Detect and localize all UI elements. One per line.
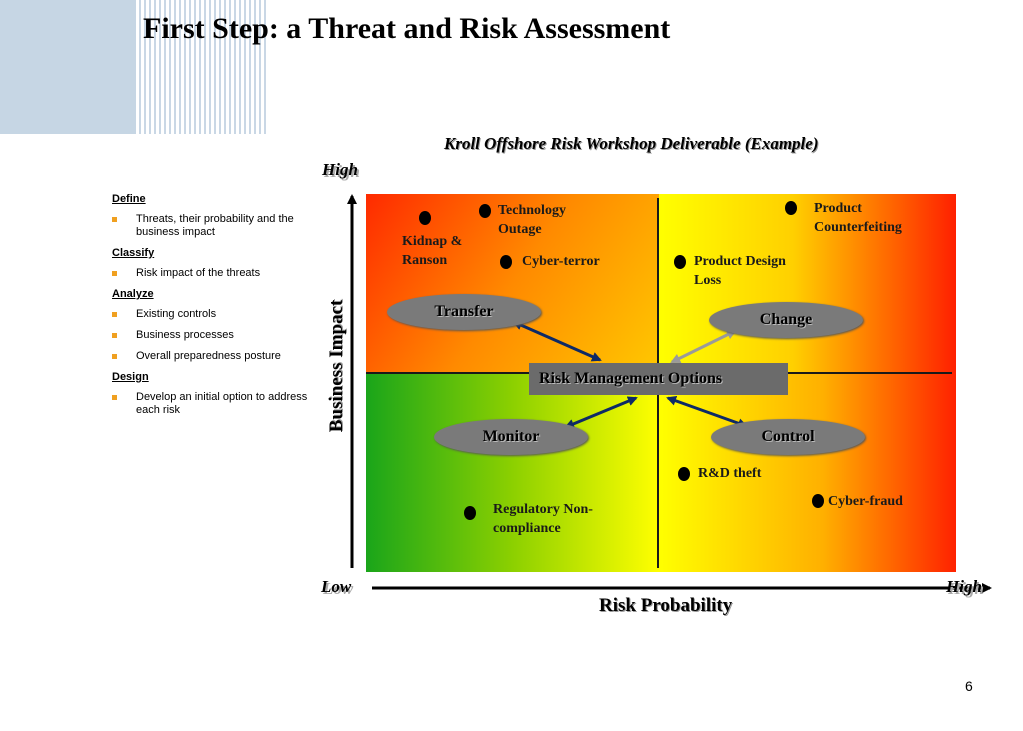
section-heading-classify: Classify (112, 247, 155, 259)
list-item-text: Business processes (136, 329, 234, 341)
list-item-text: Existing controls (136, 308, 217, 320)
y-axis-high-label: High (322, 160, 358, 179)
risk-dot-cyber-fraud (812, 494, 824, 508)
risk-label-cyber-fraud: Cyber-fraud (828, 494, 903, 509)
arrow-to-change (672, 331, 735, 362)
list-item-text: Develop an initial option to address each risk (136, 391, 308, 416)
x-axis-low-label: Low (321, 577, 352, 596)
arrow-to-control (668, 398, 746, 426)
risk-dot-rd-theft (678, 467, 690, 481)
section-heading-analyze: Analyze (112, 288, 154, 300)
arrow-to-monitor (566, 398, 636, 427)
y-axis-title: Business Impact (326, 299, 347, 433)
section-heading-define: Define (112, 193, 146, 205)
list-item-text: Risk impact of the threats (136, 267, 261, 279)
x-axis-high-label: High (946, 577, 982, 596)
risk-dot-cyber-terror (500, 255, 512, 269)
risk-dot-product-counterfeiting (785, 201, 797, 215)
risk-label-kidnap: Kidnap & Ranson (402, 234, 463, 268)
list-item-text: Overall preparedness posture (136, 350, 281, 362)
risk-label-regulatory: Regulatory Non-compliance (493, 502, 593, 536)
risk-dot-regulatory (464, 506, 476, 520)
page-title: First Step: a Threat and Risk Assessment (143, 12, 671, 45)
option-transfer: Transfer (387, 294, 541, 330)
risk-label-product-design-loss: Product Design Loss (694, 254, 786, 288)
risk-dot-technology-outage (479, 204, 491, 218)
page-number: 6 (965, 678, 973, 694)
list-item-text: Threats, their probability and the business impact (136, 213, 294, 238)
x-axis-title: Risk Probability (599, 595, 733, 616)
risk-management-options-box: Risk Management Options (529, 363, 788, 395)
arrow-to-transfer (514, 322, 600, 360)
chart-subtitle: Kroll Offshore Risk Workshop Deliverable (Example) (444, 134, 819, 153)
risk-label-technology-outage: Technology Outage (498, 203, 566, 237)
section-heading-design: Design (112, 371, 149, 383)
risk-dot-product-design-loss (674, 255, 686, 269)
risk-label-product-counterfeiting: Product Counterfeiting (814, 201, 902, 235)
risk-label-rd-theft: R&D theft (698, 466, 762, 481)
risk-dot-kidnap (419, 211, 431, 225)
option-change: Change (709, 302, 863, 338)
risk-label-cyber-terror: Cyber-terror (522, 254, 600, 269)
option-control: Control (711, 419, 865, 455)
option-monitor: Monitor (434, 419, 588, 455)
